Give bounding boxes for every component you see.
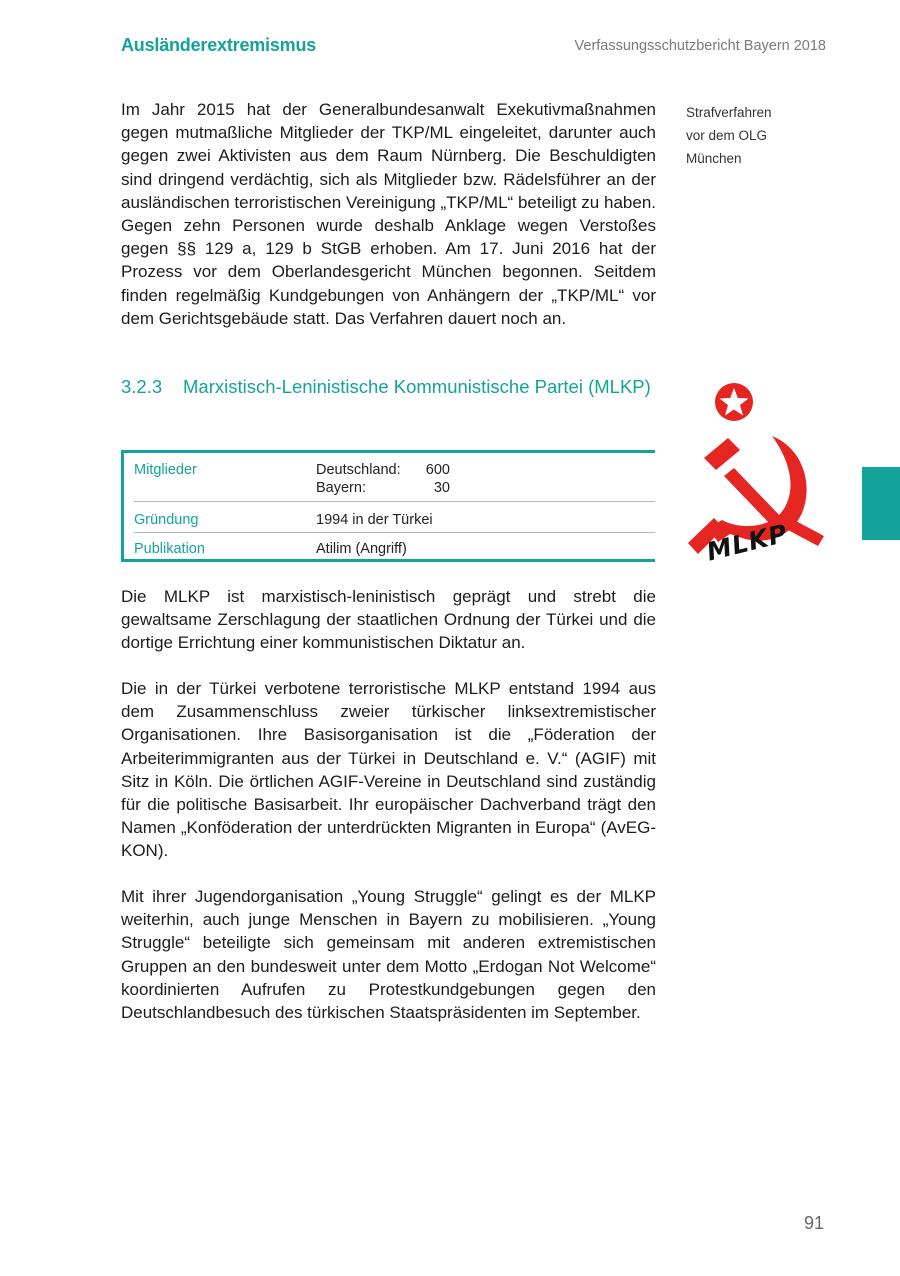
mlkp-logo bbox=[684, 378, 829, 573]
fact-row-founding bbox=[134, 511, 655, 529]
row-divider bbox=[134, 501, 655, 502]
margin-note-line: München bbox=[686, 151, 742, 166]
margin-note-line: vor dem OLG bbox=[686, 128, 768, 143]
row-divider bbox=[134, 532, 655, 533]
member-counts bbox=[316, 461, 450, 497]
logo-text: MLKP bbox=[703, 518, 791, 567]
fact-label: Mitglieder bbox=[134, 462, 197, 478]
margin-note bbox=[686, 101, 806, 170]
section-number: 3.2.3 bbox=[121, 376, 163, 397]
chapter-side-tab bbox=[862, 467, 900, 540]
paragraph-young-struggle: Mit ihrer Jugendorganisation „Young Struggle“ gelingt es der MLKP weiterhin, auch junge Menschen in Bayern zu mobilisieren. „Young Struggle“ beteiligte sich gemeinsam mit anderen extremistischen Gruppen an den bundesweit unter dem Motto „Erdogan Not Welcome“ koordinierten Aufrufen zu Protestkundgebungen gegen den Deutschlandbesuch des türkischen Staatspräsidenten im September. bbox=[121, 887, 656, 1023]
member-region: Deutschland: bbox=[316, 462, 401, 478]
paragraph-mlkp-goals: Die MLKP ist marxistisch-leninistisch geprägt und strebt die gewaltsame Zerschlagung der staatlichen Ordnung der Türkei und die dortige Errichtung einer kommunistischen Diktatur an. bbox=[121, 587, 656, 653]
fact-value: Atilim (Angriff) bbox=[316, 541, 407, 557]
fact-label: Publikation bbox=[134, 541, 205, 557]
paragraph-tkpml-proceedings: Im Jahr 2015 hat der Generalbundesanwalt Exekutivmaßnahmen gegen mutmaßliche Mitglieder der TKP/ML eingeleitet, darunter auch gegen zwei Aktivisten aus dem Raum Nürnberg. Die Beschuldigten sind dringend verdächtig, sich als Mitglieder bzw. Rädelsführer an der ausländischen terroristischen Vereinigung „TKP/ML“ beteiligt zu haben. Gegen zehn Personen wurde deshalb Anklage wegen Verstoßes gegen §§ 129 a, 129 b StGB erhoben. Am 17. Juni 2016 hat der Prozess vor dem Oberlandesgericht München begonnen. Seitdem finden regelmäßig Kundgebungen von Anhängern der „TKP/ML“ vor dem Gerichtsgebäude statt. Das Verfahren dauert noch an. bbox=[121, 100, 656, 328]
page-number: 91 bbox=[803, 1213, 824, 1233]
fact-row-publication bbox=[134, 540, 655, 558]
fact-box bbox=[121, 450, 655, 562]
member-count: 600 bbox=[425, 462, 450, 478]
publication-title: Verfassungsschutzbericht Bayern 2018 bbox=[574, 38, 826, 54]
chapter-title: Ausländerextremismus bbox=[121, 35, 317, 55]
member-region: Bayern: bbox=[316, 480, 366, 496]
section-heading bbox=[121, 375, 661, 398]
section-title: Marxistisch-Leninistische Kommunistische Partei (MLKP) bbox=[183, 376, 651, 397]
fact-row-members bbox=[134, 461, 655, 497]
member-count: 30 bbox=[433, 480, 450, 496]
fact-value: 1994 in der Türkei bbox=[316, 512, 433, 528]
margin-note-line: Strafverfahren bbox=[686, 105, 772, 120]
fact-label: Gründung bbox=[134, 512, 199, 528]
paragraph-mlkp-history: Die in der Türkei verbotene terroristische MLKP entstand 1994 aus dem Zusammenschluss zweier türkischer linksextremistischer Organisationen. Ihre Basisorganisation ist die „Föderation der Arbeiterimmigranten aus der Türkei in Deutschland e. V.“ (AGIF) mit Sitz in Köln. Die örtlichen AGIF-Vereine in Deutschland sind zuständig für die politische Basisarbeit. Ihr europäischer Dachverband trägt den Namen „Konföderation der unterdrückten Migranten in Europa“ (AvEG-KON). bbox=[121, 679, 656, 861]
